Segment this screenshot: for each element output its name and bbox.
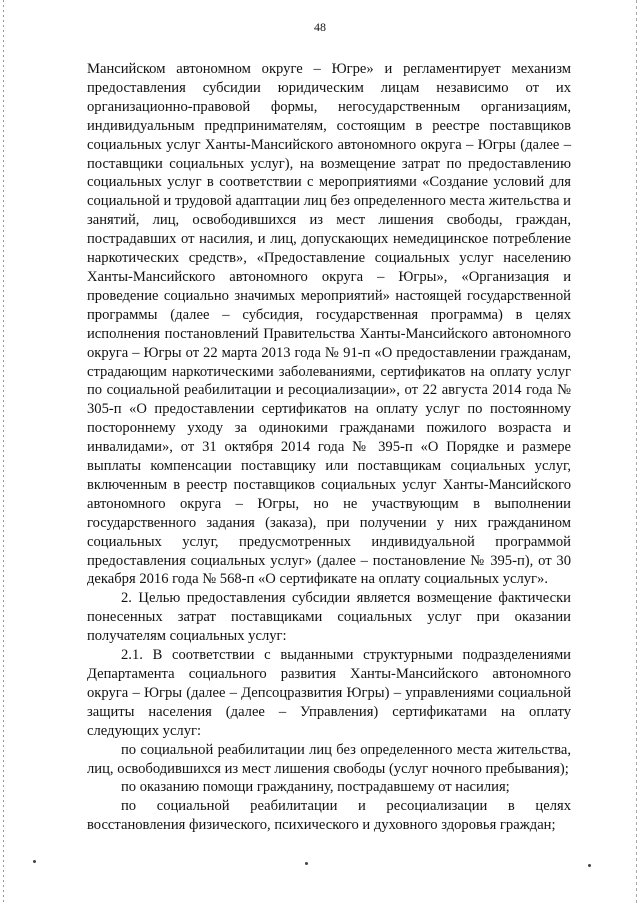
paragraph-item-2-1: 2.1. В соответствии с выданными структурными подразделениями Департамента социального развития Ханты-Мансийского автономного округа – Югры (далее – Депсоцразвития Югры) – управлениями социальной защиты населения (далее – Управления) сертификатами на оплату следующих услуг: bbox=[87, 647, 571, 739]
list-item-night-stay-rehabilitation: по социальной реабилитации лиц без определенного места жительства, лиц, освободившихся из мест лишения свободы (услуг ночного пребывания); bbox=[87, 741, 571, 777]
scan-right-edge bbox=[636, 0, 637, 905]
list-item-violence-assistance: по оказанию помощи гражданину, пострадавшему от насилия; bbox=[121, 779, 510, 796]
paragraph-intro-continuation: Мансийском автономном округе – Югре» и регламентирует механизм предоставления субсидии юридическим лицам независимо от их организационно-правовой формы, негосударственным организациям, индивидуальным предпринимателям, состоящим в реестре поставщиков социальных услуг Ханты-Мансийского автономного округа – Югры (далее – поставщики социальных услуг), на возмещение затрат по предоставлению социальных услуг в соответствии с мероприятиями «Создание условий для социальной и трудовой адаптации лиц без определенного места жительства и занятий, лиц, освободившихся из мест лишения свободы, граждан, пострадавших от насилия, и лиц, допускающих немедицинское потребление наркотических средств», «Предоставление социальных услуг населению Ханты-Мансийского автономного округа – Югры», «Организация и проведение социально значимых мероприятий» настоящей государственной программы (далее – субсидия, государственная программа) в целях исполнения постановлений Правительства Ханты-Мансийского автономного округа – Югры от 22 марта 2013 года № 91-п «О предоставлении гражданам, страдающим наркотическими заболеваниями, сертификатов на оплату услуг по социальной реабилитации и ресоциализации», от 22 августа 2014 года № 305-п «О предоставлении сертификатов на оплату услуг по постоянному постороннему уходу за одинокими гражданами пожилого возраста и инвалидами», от 31 октября 2014 года № 395-п «О Порядке и размере выплаты компенсации поставщику или поставщикам социальных услуг, включенным в реестр поставщиков социальных услуг Ханты-Мансийского автономного округа – Югры, но не участвующим в выполнении государственного задания (заказа), при получении у них гражданином социальных услуг, предусмотренных индивидуальной программой предоставления социальных услуг» (далее – постановление № 395-п), от 30 декабря 2016 года № 568-п «О сертификате на оплату социальных услуг». bbox=[87, 61, 571, 588]
paragraph-item-2: 2. Целью предоставления субсидии является возмещение фактически понесенных затрат поставщиками социальных услуг при оказании получателям социальных услуг: bbox=[87, 590, 571, 645]
scan-speck bbox=[305, 862, 308, 865]
scan-speck bbox=[588, 864, 591, 867]
list-item-rehabilitation-resocialization: по социальной реабилитации и ресоциализации в целях восстановления физического, психического и духовного здоровья граждан; bbox=[87, 798, 571, 834]
scan-left-edge bbox=[3, 0, 4, 905]
document-body bbox=[87, 60, 571, 835]
page-number: 48 bbox=[314, 20, 326, 34]
scan-speck bbox=[33, 860, 36, 863]
